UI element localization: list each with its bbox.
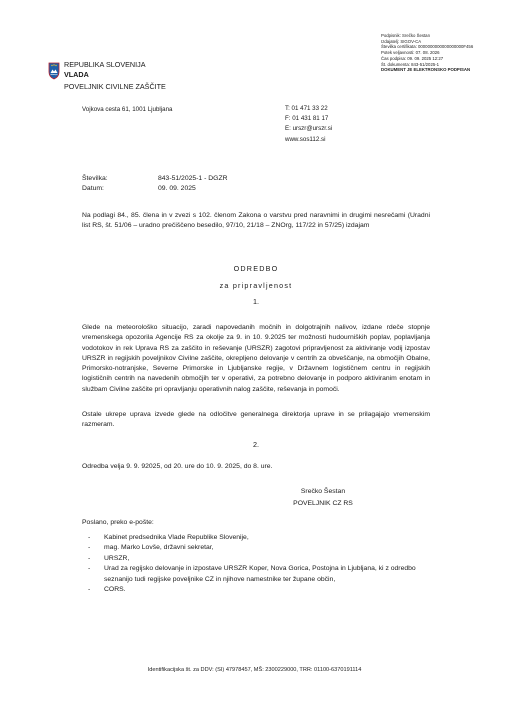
signer-name: Srečko Šestan xyxy=(300,488,346,495)
signer-title: POVELJNIK CZ RS xyxy=(293,500,353,507)
unit-name: POVELJNIK CIVILNE ZAŠČITE xyxy=(64,81,166,91)
list-item: - Kabinet predsednika Vlade Republike Slovenije, xyxy=(82,533,432,543)
fax: F: 01 431 81 17 xyxy=(285,115,329,123)
section-number: 1. xyxy=(253,297,259,306)
signature-line: Izdajatelj: SIGOV-CA xyxy=(381,38,422,44)
section-number: 2. xyxy=(253,440,259,449)
document-title: ODREDBO xyxy=(233,264,279,273)
website[interactable]: www.sos112.si xyxy=(285,135,326,143)
signature-line: Čas podpisa: 09. 09. 2025 12:27 xyxy=(381,55,444,61)
document-number: 843-51/2025-1 - DGZR xyxy=(158,175,228,182)
signature-line: Številka certifikata: 0000000000000000000F456 xyxy=(381,44,474,50)
body-paragraph: Ostale ukrepe uprava izvede glede na odločitve generalnega direktorja uprave in se prilagajajo vremenskim razmeram. xyxy=(82,411,430,429)
list-item: - mag. Marko Lovše, državni sekretar, xyxy=(82,543,432,553)
signature-line: Potek veljavnosti: 07. 08. 2026 xyxy=(381,50,440,56)
reference-block xyxy=(82,174,228,194)
phone: T: 01 471 33 22 xyxy=(285,105,328,112)
number-label: Številka: xyxy=(82,175,108,182)
document-subtitle: za pripravljenost xyxy=(219,281,293,290)
contact-block xyxy=(285,104,332,145)
coat-of-arms-icon xyxy=(48,62,60,80)
document-date: 09. 09. 2025 xyxy=(158,185,196,192)
date-label: Datum: xyxy=(82,185,104,192)
signer-block xyxy=(253,486,393,510)
list-item: - CORS. xyxy=(82,585,432,595)
list-item: - Urad za regijsko delovanje in izpostave URSZR Koper, Nova Gorica, Postojna in Ljubljana, ki z odredbo seznanijo tudi regijske poveljnike CZ in njihove namestnike ter župane občin, xyxy=(82,564,432,585)
signature-note: DOKUMENT JE ELEKTRONSKO PODPISAN xyxy=(381,67,471,73)
country-name: REPUBLIKA SLOVENIJA xyxy=(64,60,146,69)
organization-name: VLADA xyxy=(64,69,89,79)
validity-paragraph: Odredba velja 9. 9. 92025, od 20. ure do 10. 9. 2025, do 8. ure. xyxy=(82,463,273,470)
digital-signature-block xyxy=(381,33,503,73)
list-item: - URSZR, xyxy=(82,554,432,564)
signature-line: Podpisnik: Srečko Šestan xyxy=(381,33,430,38)
recipient-list xyxy=(82,533,432,595)
email[interactable]: E: urszr@urszr.si xyxy=(285,125,333,133)
distribution-label: Poslano, preko e-pošte: xyxy=(82,519,154,526)
letterhead xyxy=(64,60,166,91)
postal-address: Vojkova cesta 61, 1001 Ljubljana xyxy=(82,106,173,113)
signature-line: Št. dokumenta: 843-51/2025-1 xyxy=(381,61,440,67)
footer-identification: Identifikacijska št. za DDV: (SI) 47978457, MŠ: 2300229000, TRR: 01100-6370191114 xyxy=(147,667,362,673)
body-paragraph: Glede na meteorološko situacijo, zaradi napovedanih močnih in dolgotrajnih nalivov, izdane rdeče stopnje vremenskega opozorila Agencije RS za okolje za 9. in 10. 9.2025 ter možnosti hudourniških poplav, poplavljanja vodotokov in rek Uprava RS za zaščito in reševanje (URSZR) zagotovi pripravljenost za aktiviranje vodij izpostav URSZR in regijskih poveljnikov Civilne zaščite, okrepljeno delovanje v centrih za obveščanje, na območjih Obalne, Primorsko-notranjske, Severne Primorske in Ljubljanske regije, v Državnem logističnem centru in regijskih logističnih centrih na navedenih območjih ter v operativi, za potrebno delovanje in podporo aktiviranim enotam in službam Civilne zaščite pri opravljanju operativnih nalog zaščite, reševanja in pomoči. xyxy=(82,324,430,393)
preamble: Na podlagi 84., 85. člena in v zvezi s 102. členom Zakona o varstvu pred naravnimi in drugimi nesrečami (Uradni list RS, št. 51/06 – uradno prečiščeno besedilo, 97/10, 21/18 – ZNOrg, 117/22 in 57/25) izdajam xyxy=(82,212,430,230)
